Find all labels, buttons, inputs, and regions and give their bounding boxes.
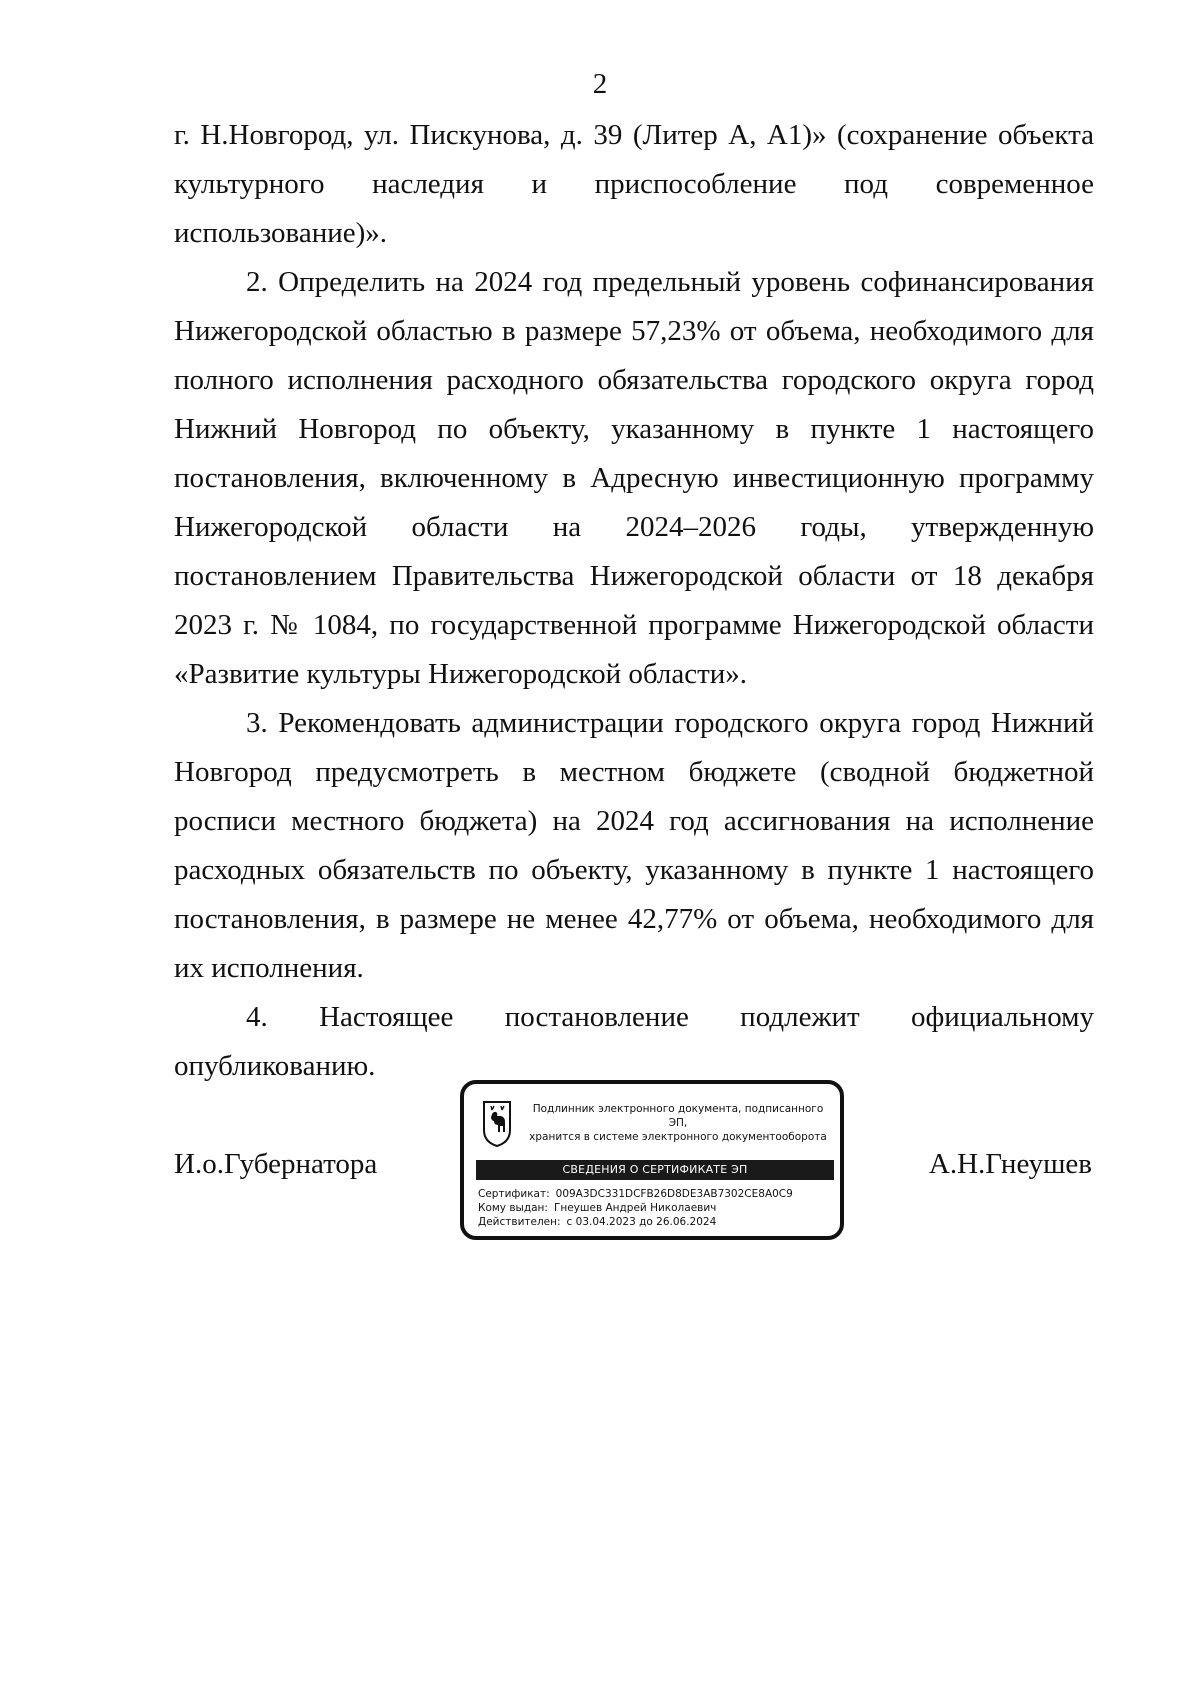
valid-value: с 03.04.2023 до 26.06.2024 xyxy=(566,1216,717,1228)
signer-title: И.о.Губернатора xyxy=(174,1148,378,1180)
issued-to-value: Гнеушев Андрей Николаевич xyxy=(553,1202,717,1214)
valid-row xyxy=(478,1215,834,1229)
certificate-label: Сертификат: xyxy=(478,1188,550,1200)
certificate-row xyxy=(478,1187,834,1201)
issued-to-label: Кому выдан: xyxy=(478,1202,548,1214)
electronic-signature-stamp xyxy=(460,1080,844,1240)
stamp-certificate-details xyxy=(478,1187,834,1229)
stamp-header-line-1: Подлинник электронного документа, подписанного ЭП, xyxy=(532,1103,824,1129)
stamp-header xyxy=(522,1102,834,1144)
signer-name: А.Н.Гнеушев xyxy=(928,1148,1092,1180)
paragraph-2: 2. Определить на 2024 год предельный уровень софинансирования Нижегородской областью в размере 57,23% от объема, необходимого для полного исполнения расходного обязательства городского округа город Нижний Новгород по объекту, указанному в пункте 1 настоящего постановления, включенному в Адресную инвестиционную программу Нижегородской области на 2024–2026 годы, утвержденную постановлением Правительства Нижегородской области от 18 декабря 2023 г. № 1084, по государственной программе Нижегородской области «Развитие культуры Нижегородской области». xyxy=(174,266,1094,690)
stamp-header-line-2: хранится в системе электронного документооборота xyxy=(529,1131,827,1143)
certificate-value: 009A3DC331DCFB26D8DE3AB7302CE8A0C9 xyxy=(555,1188,793,1200)
page-number: 2 xyxy=(592,68,608,100)
paragraph-1-continuation: г. Н.Новгород, ул. Пискунова, д. 39 (Литер А, А1)» (сохранение объекта культурного наследия и приспособление под современное использование)». xyxy=(174,119,1094,249)
paragraph-3: 3. Рекомендовать администрации городского округа город Нижний Новгород предусмотреть в местном бюджете (сводной бюджетной росписи местного бюджета) на 2024 год ассигнования на исполнение расходных обязательств по объекту, указанному в пункте 1 настоящего постановления, в размере не менее 42,77% от объема, необходимого для их исполнения. xyxy=(174,707,1094,984)
issued-to-row xyxy=(478,1201,834,1215)
stamp-certificate-bar: СВЕДЕНИЯ О СЕРТИФИКАТЕ ЭП xyxy=(476,1160,834,1180)
document-body xyxy=(174,111,1094,1091)
paragraph-4: 4. Настоящее постановление подлежит официальному опубликованию. xyxy=(174,1001,1094,1082)
deer-emblem-icon xyxy=(482,1100,512,1148)
valid-label: Действителен: xyxy=(478,1216,561,1228)
